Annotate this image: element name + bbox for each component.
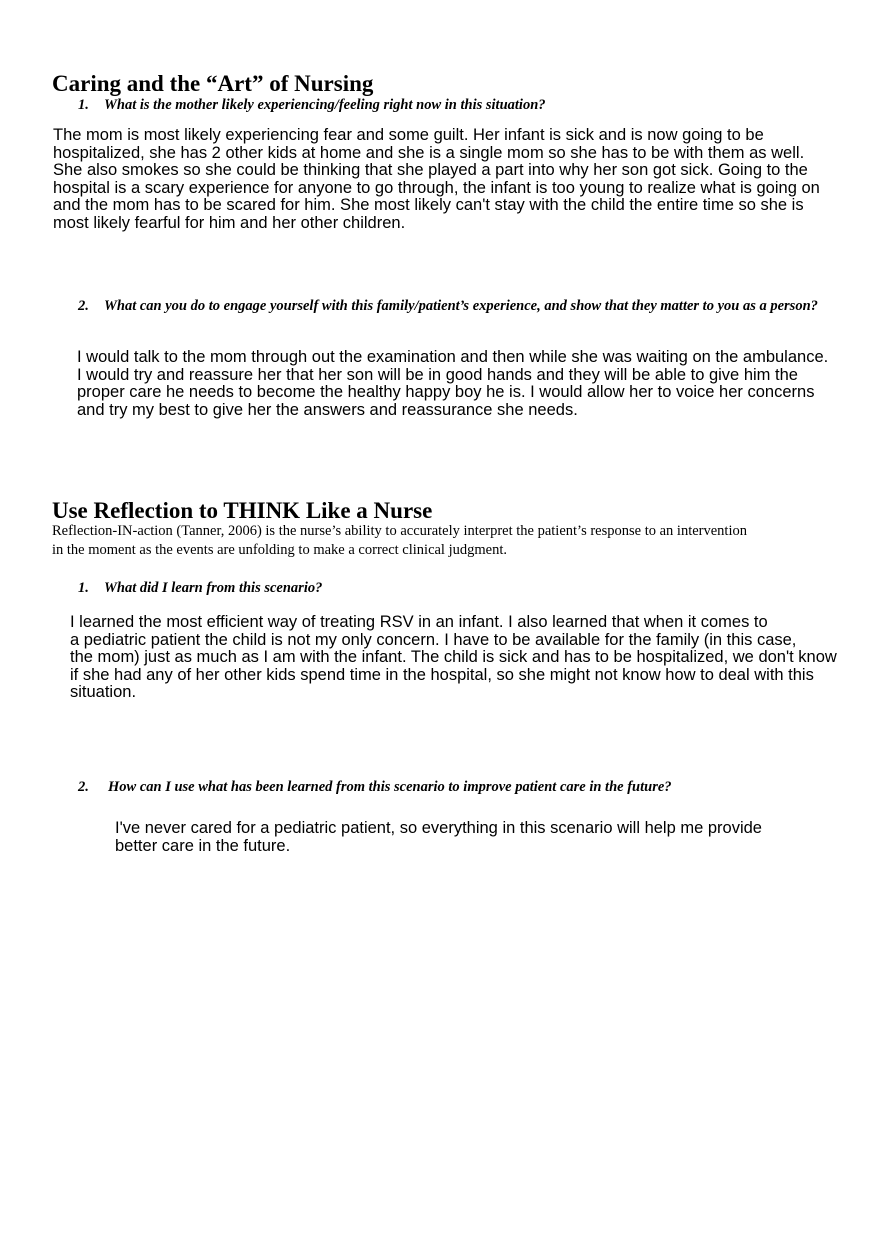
answer-3-what-learned: [70, 614, 837, 702]
answer-line: most likely fearful for him and her other children.: [53, 213, 406, 232]
answer-4-improve-care: [115, 820, 762, 855]
answer-line: situation.: [70, 683, 137, 702]
answer-line: proper care he needs to become the healthy happy boy he is. I would allow her to voice her concerns: [77, 383, 815, 402]
answer-line: She also smokes so she could be thinking that she played a part into why her son got sick. Going to the: [53, 161, 808, 180]
answer-line: and try my best to give her the answers and reassurance she needs.: [77, 400, 578, 419]
reflection-intro: [52, 522, 747, 559]
answer-line: hospitalized, she has 2 other kids at home and she is a single mom so she has to be with them as well.: [53, 143, 805, 162]
question-1-mother-feeling: [78, 96, 838, 114]
answer-line: and the mom has to be scared for him. She most likely can't stay with the child the entire time so she is: [53, 196, 804, 215]
answer-line: hospital is a scary experience for anyone to go through, the infant is too young to realize what is going on: [53, 178, 820, 197]
answer-1-mother-feeling: [53, 127, 820, 233]
question-number: 1.: [78, 97, 89, 113]
answer-line: I would talk to the mom through out the examination and then while she was waiting on the ambulance.: [77, 348, 829, 366]
question-4-improve-care: [78, 778, 838, 796]
answer-line: a pediatric patient the child is not my only concern. I have to be available for the family (in this case,: [70, 630, 797, 649]
answer-line: The mom is most likely experiencing fear and some guilt. Her infant is sick and is now going to be: [53, 126, 764, 144]
question-text: What can you do to engage yourself with this family/patient’s experience, and show that they matter to you as a person?: [104, 298, 818, 314]
section-title-caring: Caring and the “Art” of Nursing: [52, 71, 374, 96]
question-text: What is the mother likely experiencing/feeling right now in this situation?: [104, 97, 546, 113]
answer-line: better care in the future.: [115, 836, 291, 855]
question-text: What did I learn from this scenario?: [104, 580, 323, 596]
question-number: 1.: [78, 580, 89, 596]
answer-line: I've never cared for a pediatric patient, so everything in this scenario will help me provide: [115, 819, 762, 837]
answer-line: if she had any of her other kids spend time in the hospital, so she might not know how to deal with this: [70, 665, 814, 684]
question-2-engage-family: [78, 297, 838, 315]
section-title-reflection: Use Reflection to THINK Like a Nurse: [52, 498, 433, 523]
question-number: 2.: [78, 779, 89, 795]
answer-line: the mom) just as much as I am with the infant. The child is sick and has to be hospitalized, we don't know: [70, 648, 837, 667]
question-3-what-learned: [78, 579, 838, 597]
intro-line: Reflection-IN-action (Tanner, 2006) is the nurse’s ability to accurately interpret the patient’s response to an intervention: [52, 523, 747, 539]
answer-2-engage-family: [77, 349, 828, 419]
question-number: 2.: [78, 298, 89, 314]
question-text: How can I use what has been learned from this scenario to improve patient care in the future?: [108, 779, 672, 795]
answer-line: I would try and reassure her that her son will be in good hands and they will be able to give him the: [77, 365, 798, 384]
answer-line: I learned the most efficient way of treating RSV in an infant. I also learned that when it comes to: [70, 613, 768, 631]
intro-line: in the moment as the events are unfolding to make a correct clinical judgment.: [52, 541, 507, 558]
